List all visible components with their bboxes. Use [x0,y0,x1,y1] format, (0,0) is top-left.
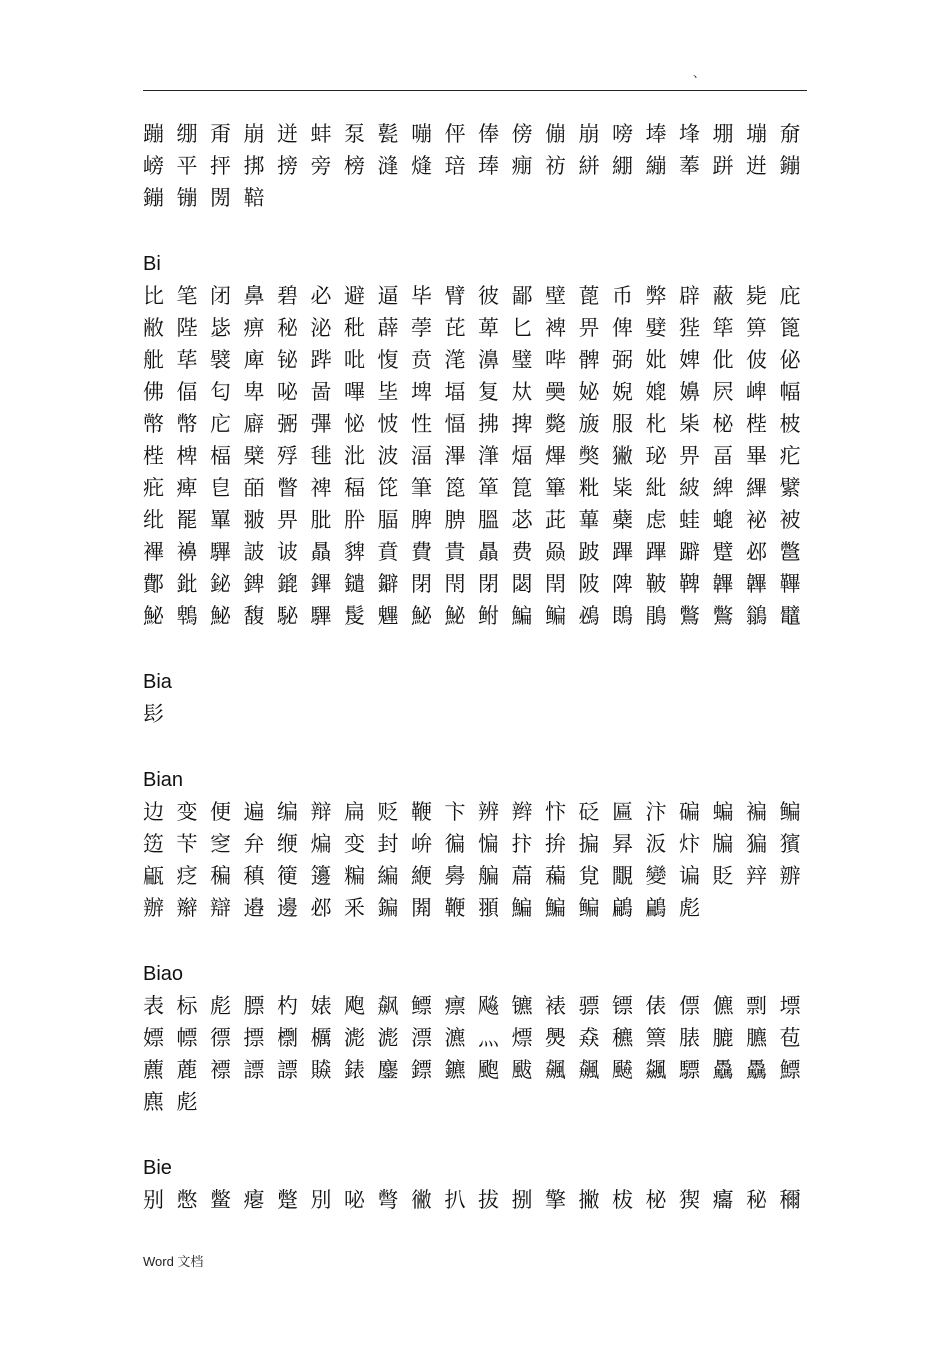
char-line: 鄪鈚鉍錍鎞鏎鑓鐴閉閇閉閟閈陂陴鞁鞞韠韠鞸 [143,572,813,596]
char-line: 比笔闭鼻碧必避逼毕臂彼鄙壁蓖币弊辟蔽毙庇 [143,284,813,308]
section-heading: Biao [143,963,184,985]
char-line: 笾苄窆弁缏煸变封峅徧惼抃拚揙昪汳炞牑猵獱 [143,832,813,856]
char-line: 鮅鵯鮅馥駜驆髲魓鮅鮅鲋鯿鳊鴓鵖鵑鷩鷩鶲鼊 [143,604,813,628]
char-line: 幤幣庀廦弻彃怭怶性愊拂捭斃旇服朼枈柲梐柀 [143,412,813,436]
char-line: 别憋鳖瘪蹩別咇彆徶扒拔捌擎撇柭柲猰癟秘穪 [143,1188,813,1212]
char-line: 髟 [143,702,177,726]
section-bie [143,1155,823,1216]
char-line: 嫖幖徱摽檦櫔滮滮漂瀌灬熛爂猋穮篻脿膔臕苞 [143,1026,813,1050]
char-line: 蹦绷甭崩迸蚌泵甏嘣伻俸傍傰崩嗙埲埄堋塴奟 [143,122,813,146]
char-line: 嵭平抨挷搒旁榜漨熢琣琫痭祊絣綳繃菶跰逬鏰 [143,154,813,178]
section-heading: Bian [143,769,184,791]
section-heading: Bi [143,253,161,275]
char-line: 梐椑楅檗殍毴沘波湢滭潷煏熚獘獙珌畀畐畢疕 [143,444,813,468]
section-untitled [143,118,823,214]
section-bian [143,767,823,924]
section-heading: Bie [143,1157,172,1179]
char-line: 边变便遍编辩扁贬鞭卞辨辫忭砭匾汴碥蝙褊鳊 [143,800,813,824]
char-line: 辦辮辯邉邊邲釆鍽閞鞭頨鯿鯿鳊鶣鶣彪 [143,896,713,920]
footer-label: Word 文档 [143,1254,204,1269]
char-line: 藨蔍褾謤謤贆錶鏖鏢鑣颮颰飆飆飇飊驃驫驫鰾 [143,1058,813,1082]
char-line: 纰罷罼翍畀肶肸腷脾腗膃苾茈蓽蘗虑蛙螕袐被 [143,508,813,532]
section-bia [143,669,823,730]
section-bi [143,251,823,632]
char-line: 舭荜襞庳铋跸吡愎贲滗濞璧哔髀弼妣婢仳佊佖 [143,348,813,372]
char-line: 敝陛毖痹秘泌秕薜荸芘萆匕裨畀俾嬖狴筚箅篦 [143,316,813,340]
section-biao [143,961,823,1118]
char-line: 鏰镚閍鞛 [143,186,277,210]
header-rule [143,90,807,91]
section-heading: Bia [143,671,172,693]
char-line: 麃彪 [143,1090,210,1114]
char-line: 襅襣驆詖诐贔貏賁費貴贔费赑跛蹕蹕躃躄邲鄨 [143,540,813,564]
char-line: 甂疺稨稹箯籩糄編緶臱艑萹藊覍覵變谝貶辡辧 [143,864,813,888]
corner-mark: 、 [693,66,706,80]
char-line: 表标彪膘杓婊飑飙鳔瘭飚镳裱骠镖俵僄儦剽墂 [143,994,813,1018]
char-line: 佛偪匂卑咇啚嗶坒埤堛复夶奰妼婗媲嬶屄崥幅 [143,380,813,404]
document-body [143,118,823,1216]
char-line: 疪痺皀皕瞥禆稫笓筆箆箪箟篳粃粊紕紴綼縪繴 [143,476,813,500]
